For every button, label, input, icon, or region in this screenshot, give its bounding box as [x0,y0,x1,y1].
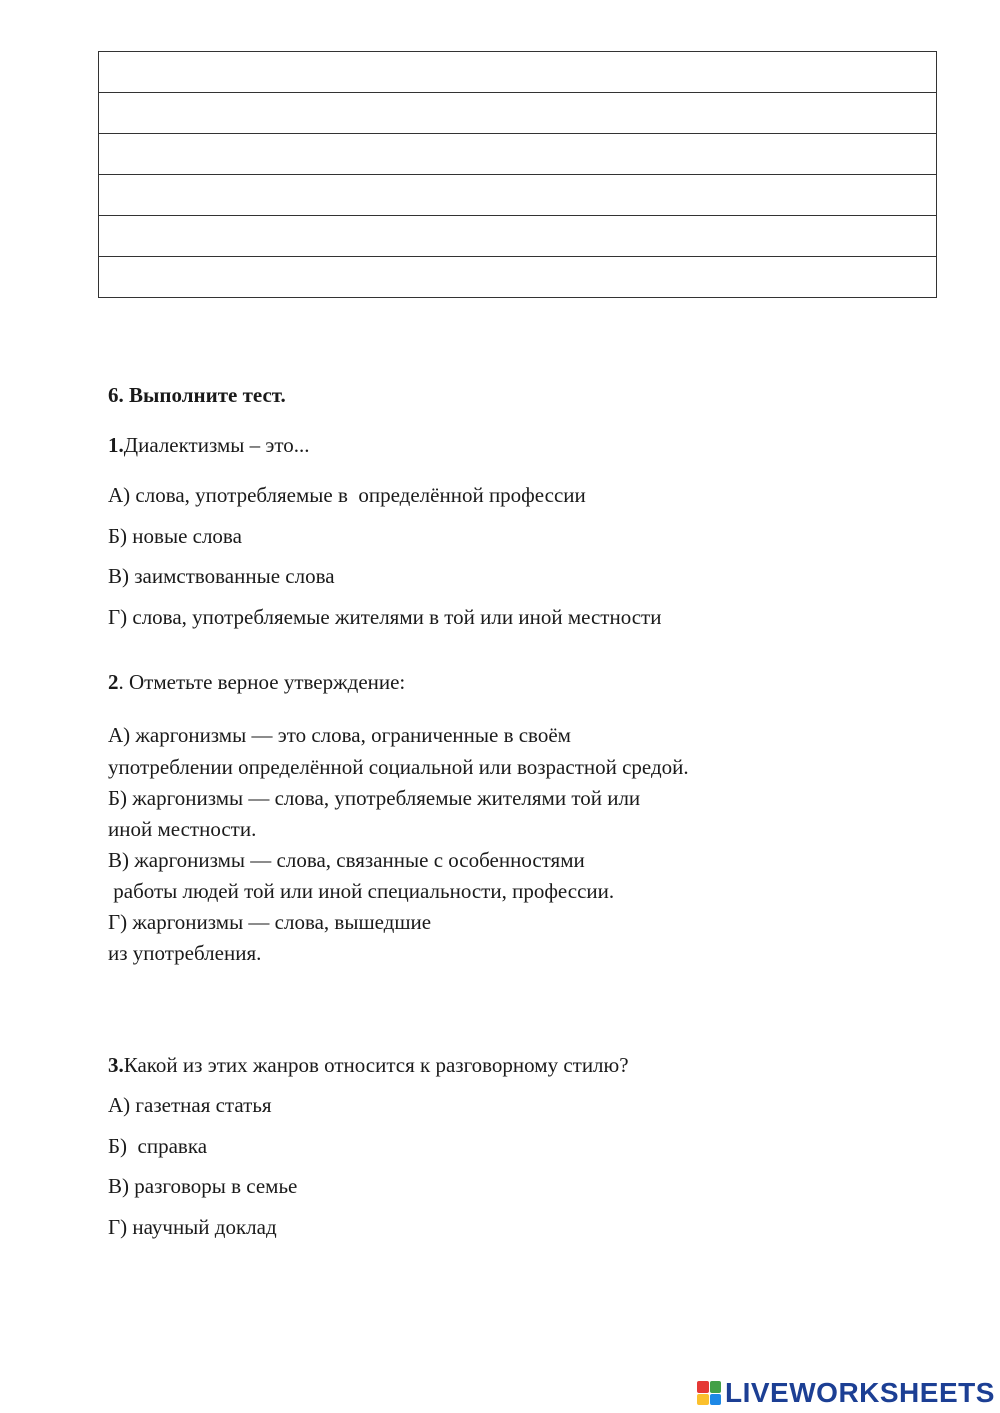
liveworksheets-logo-icon [697,1381,721,1405]
logo-square [710,1381,722,1393]
table-row [99,93,937,134]
table-row [99,52,937,93]
question-3 [108,1050,629,1081]
q3-option-c[interactable]: В) разговоры в семье [108,1174,298,1198]
table-row [99,216,937,257]
q2-line: работы людей той или иной специальности, профессии. [108,879,615,903]
q1-option-d[interactable]: Г) слова, употребляемые жителями в той или иной местности [108,605,662,629]
question-number: 3. [108,1053,124,1077]
logo-square [697,1381,709,1393]
liveworksheets-logo[interactable] [697,1377,995,1409]
table-row [99,134,937,175]
q2-line: иной местности. [108,817,257,841]
logo-square [710,1394,722,1406]
task-title: 6. Выполните тест. [108,383,286,407]
question-text: . Отметьте верное утверждение: [118,670,406,694]
q2-line[interactable]: В) жаргонизмы — слова, связанные с особенностями [108,848,585,872]
question-text: Какой из этих жанров относится к разговорному стилю? [123,1053,629,1077]
q2-line[interactable]: Г) жаргонизмы — слова, вышедшие [108,910,432,934]
question-text: Диалектизмы – это... [123,433,310,457]
q2-line: из употребления. [108,941,262,965]
brand-text: LIVEWORKSHEETS [725,1377,995,1408]
q3-option-a[interactable]: А) газетная статья [108,1093,272,1117]
question-number: 2 [108,670,119,694]
answer-cell[interactable] [99,216,937,257]
q3-option-b[interactable]: Б) справка [108,1134,208,1158]
answer-cell[interactable] [99,52,937,93]
table-row [99,257,937,298]
answer-cell[interactable] [99,134,937,175]
question-2 [108,667,405,698]
answer-cell[interactable] [99,93,937,134]
q1-option-c[interactable]: В) заимствованные слова [108,564,335,588]
answer-table [98,51,937,298]
logo-square [697,1394,709,1406]
q2-line: употреблении определённой социальной или возрастной средой. [108,755,689,779]
q2-line[interactable]: А) жаргонизмы — это слова, ограниченные в своём [108,723,571,747]
q3-option-d[interactable]: Г) научный доклад [108,1215,277,1239]
q1-option-b[interactable]: Б) новые слова [108,524,242,548]
question-1 [108,430,310,461]
table-row [99,175,937,216]
q2-line[interactable]: Б) жаргонизмы — слова, употребляемые жителями той или [108,786,641,810]
question-number: 1. [108,433,124,457]
q1-option-a[interactable]: А) слова, употребляемые в определённой профессии [108,483,586,507]
answer-cell[interactable] [99,175,937,216]
answer-cell[interactable] [99,257,937,298]
